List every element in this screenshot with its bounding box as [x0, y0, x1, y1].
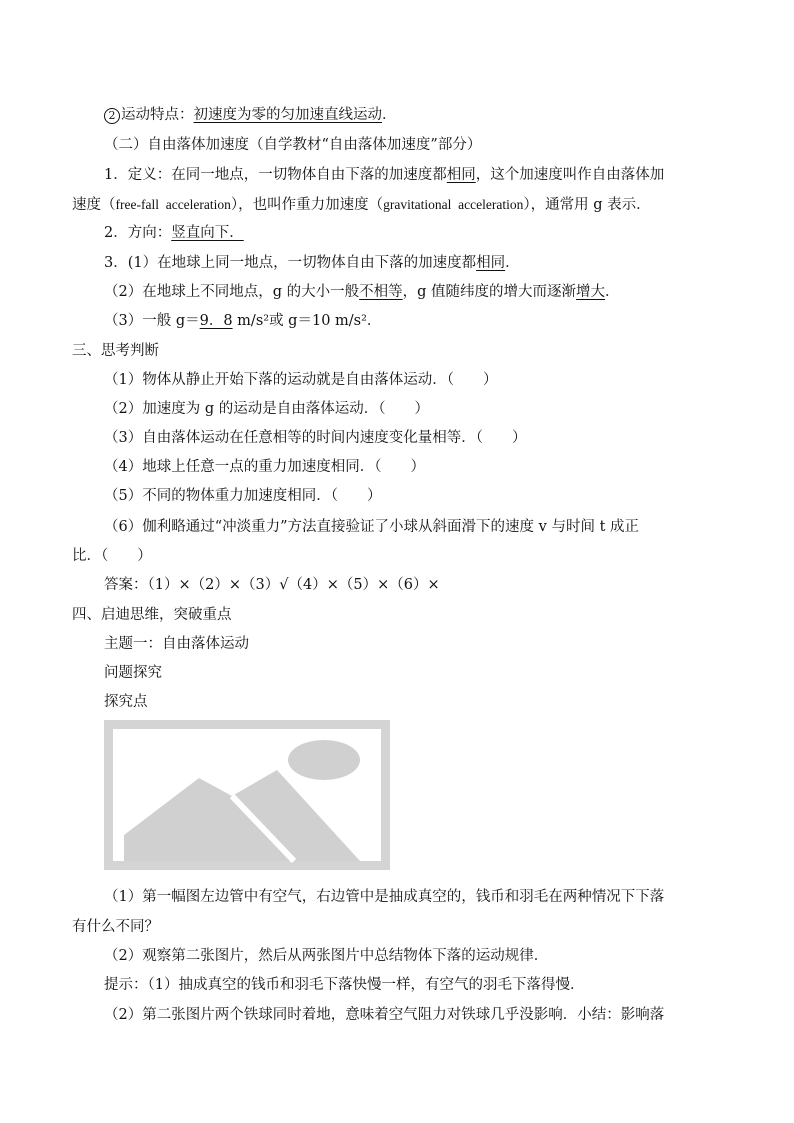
judgment-item-6: （6）伽利略通过“冲淡重力”方法直接验证了小球从斜面滑下的速度 v 与时间 t 成正: [104, 519, 640, 535]
text: 速度（: [72, 197, 116, 213]
text: ．: [605, 284, 620, 300]
text: ，这个加速度叫作自由落体加: [475, 167, 665, 183]
underlined-answer: 不相等: [359, 284, 403, 300]
point-3-1: [104, 252, 754, 274]
point-3-3: [104, 310, 754, 332]
question-1: （1）第一幅图左边管中有空气，右边管中是抽成真空的，钱币和羽毛在两种情况下下落: [104, 889, 665, 905]
underlined-answer: 增大: [576, 284, 606, 300]
judgment-item-1: （1）物体从静止开始下落的运动就是自由落体运动．（ ）: [104, 372, 498, 388]
text: ．: [382, 107, 397, 123]
subheading-problem-inquiry: 问题探究: [104, 665, 162, 681]
section-heading-4: 四、启迪思维，突破重点: [72, 607, 232, 623]
text: ．: [505, 255, 520, 271]
text: 运动特点：: [121, 107, 194, 123]
judgment-item-6-cont: 比．（ ）: [72, 548, 152, 564]
motion-feature-line: [104, 104, 754, 126]
definition-line-2: [72, 194, 722, 216]
text: ），通常用 g 表示．: [523, 197, 651, 213]
judgment-item-3: （3）自由落体运动在任意相等的时间内速度变化量相等．（ ）: [104, 430, 527, 446]
hint-2: （2）第二张图片两个铁球同时着地，意味着空气阻力对铁球几乎没影响．小结：影响落: [104, 1007, 665, 1023]
definition-line-1: [104, 164, 754, 186]
text: ，g 值随纬度的增大而逐渐: [402, 284, 577, 300]
underlined-answer: 初速度为零的匀加速直线运动: [193, 107, 382, 123]
judgment-item-2: （2）加速度为 g 的运动是自由落体运动．（ ）: [104, 401, 429, 417]
underlined-answer: 相同: [476, 255, 506, 271]
english-term: free-fall acceleration: [115, 197, 231, 212]
text: （2）在地球上不同地点，g 的大小一般: [104, 284, 360, 300]
text: （3）一般 g＝: [104, 313, 200, 329]
text: ），也叫作重力加速度（: [230, 197, 384, 213]
judgment-item-4: （4）地球上任意一点的重力加速度相同．（ ）: [104, 459, 425, 475]
question-2: （2）观察第二张图片，然后从两张图片中总结物体下落的运动规律．: [104, 948, 549, 964]
text: m/s²或 g＝10 m/s²．: [232, 313, 382, 329]
question-1-cont: 有什么不同？: [72, 919, 159, 935]
text: 1．定义：在同一地点，一切物体自由下落的加速度都: [104, 167, 447, 183]
answer-line: 答案：（1）×（2）×（3）√（4）×（5）×（6）×: [104, 577, 440, 593]
topic-title: 主题一：自由落体运动: [104, 636, 249, 652]
point-3-2: [104, 281, 754, 303]
circled-number-2: 2: [104, 108, 120, 124]
image-placeholder-icon: [104, 720, 390, 870]
direction-line: [104, 222, 754, 244]
text: 3．(1）在地球上同一地点，一切物体自由下落的加速度都: [104, 255, 477, 271]
underlined-answer: 相同: [446, 167, 476, 183]
underlined-answer: 9．8: [199, 313, 233, 329]
hint-1: 提示：（1）抽成真空的钱币和羽毛下落快慢一样，有空气的羽毛下落得慢．: [104, 977, 585, 993]
english-term: gravitational acceleration: [383, 197, 524, 212]
underlined-answer: 竖直向下．: [171, 225, 244, 241]
section-heading-2: （二）自由落体加速度（自学教材“自由落体加速度”部分）: [104, 137, 482, 153]
section-heading-3: 三、思考判断: [72, 343, 159, 359]
text: 2．方向：: [104, 225, 172, 241]
judgment-item-5: （5）不同的物体重力加速度相同．（ ）: [104, 488, 382, 504]
subheading-inquiry-point: 探究点: [104, 694, 148, 710]
